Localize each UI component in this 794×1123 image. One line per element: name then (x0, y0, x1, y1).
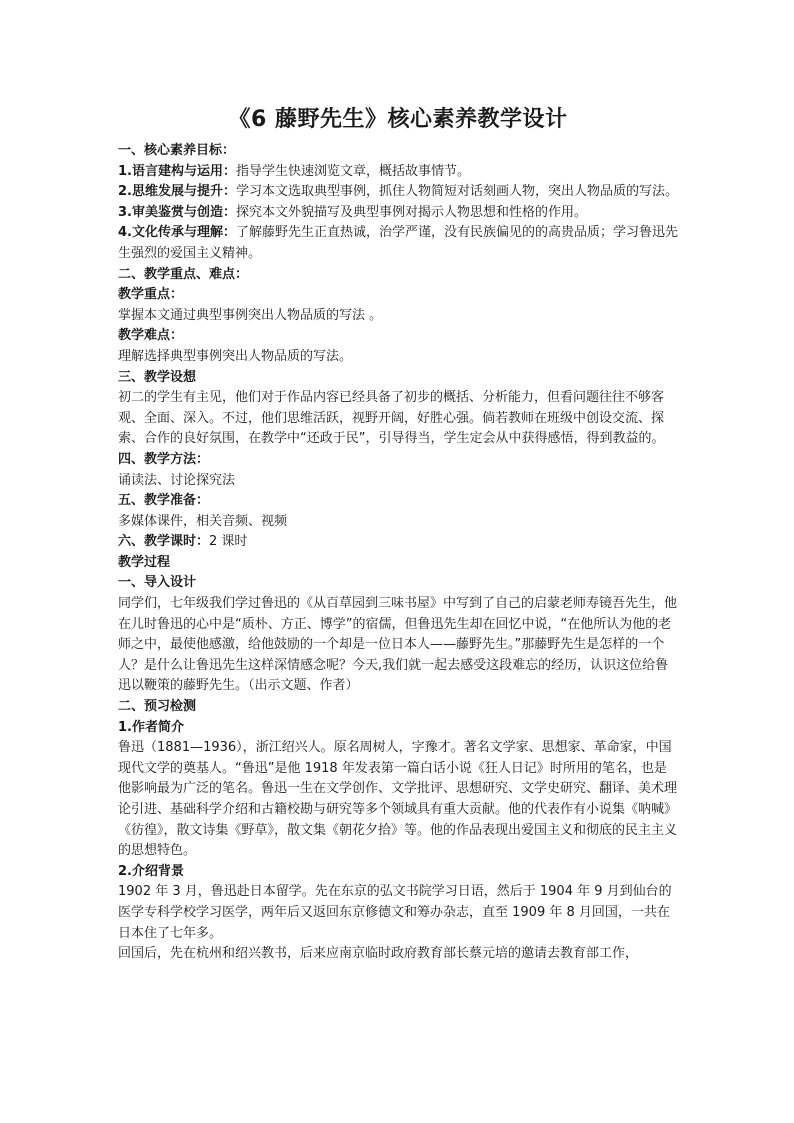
goal-1-text: 指导学生快速浏览文章，概括故事情节。 (235, 163, 470, 179)
goal-4-text: 了解藤野先生正直热诚，治学严谨，没有民族偏见的的高贵品质；学习鲁迅先生强烈的爱国主义精神。 (118, 225, 678, 261)
goal-2 (118, 182, 678, 203)
background-text: 1902 年 3 月，鲁迅赴日本留学。先在东京的弘文书院学习日语，然后于 1904 年 9 月到仙台的医学专科学校学习医学，两年后又返回东京修德文和筹办杂志，直至 1909 年 8 月回国，一共在日本住了七年多。 (118, 884, 672, 941)
idea-text: 初二的学生有主见，他们对于作品内容已经具备了初步的概括、分析能力，但看问题往往不够客观、全面、深入。不过，他们思维活跃，视野开阔，好胜心强。倘若教师在班级中创设交流、探索、合作的良好氛围，在教学中“还政于民”，引导得当，学生定会从中获得感悟，得到教益的。 (118, 390, 665, 447)
goal-4 (118, 223, 678, 264)
goal-4-label: 4.文化传承与理解： (118, 225, 236, 241)
goal-2-label: 2.思维发展与提升： (118, 184, 236, 200)
goal-3-label: 3.审美鉴赏与创造： (118, 204, 236, 220)
intro-heading: 一、导入设计 (118, 575, 197, 591)
hours-label: 六、教学课时： (118, 534, 210, 550)
goal-1 (118, 162, 678, 183)
section-heading-idea: 三、教学设想 (118, 369, 197, 385)
goal-3-text: 探究本文外貌描写及典型事例对揭示人物思想和性格的作用。 (235, 204, 587, 220)
preview-heading: 二、预习检测 (118, 699, 197, 715)
difficulty-text: 理解选择典型事例突出人物品质的写法。 (118, 348, 353, 364)
goal-2-text: 学习本文选取典型事例，抓住人物简短对话刻画人物，突出人物品质的写法。 (235, 184, 678, 200)
focus-label: 教学重点： (118, 287, 184, 303)
intro-text: 同学们，七年级我们学过鲁迅的《从百草园到三味书屋》中写到了自己的启蒙老师寿镜吾先生，他在儿时鲁迅的心中是“质朴、方正、博学”的宿儒，但鲁迅先生却在回忆中说，“在他所认为他的老师之中，最使他感激，给他鼓励的一个却是一位日本人——藤野先生。”那藤野先生是怎样的一个人？是什么让鲁迅先生这样深情感念呢？今天,我们就一起去感受这段难忘的经历，认识这位给鲁迅以鞭策的藤野先生。（出示文题、作者） (118, 596, 678, 694)
hours-line (118, 532, 678, 553)
goal-3 (118, 203, 678, 224)
section-heading-focus: 二、教学重点、难点： (118, 266, 249, 282)
section-heading-method: 四、教学方法： (118, 451, 210, 467)
author-text: 鲁迅（1881—1936），浙江绍兴人。原名周树人，字豫才。著名文学家、思想家、革命家，中国现代文学的奠基人。“鲁迅”是他 1918 年发表第一篇白话小说《狂人日记》时所用的笔名，也是他影响最为广泛的笔名。鲁迅一生在文学创作、文学批评、思想研究、文学史研究、翻译、美术理论引进、基础科学介绍和古籍校勘与研究等多个领域具有重大贡献。他的代表作有小说集《呐喊》《彷徨》，散文诗集《野草》，散文集《朝花夕拾》等。他的作品表现出爱国主义和彻底的民主主义的思想特色。 (118, 740, 678, 859)
focus-text: 掌握本文通过典型事例突出人物品质的写法 。 (118, 307, 383, 323)
difficulty-label: 教学难点： (118, 328, 184, 344)
goal-1-label: 1.语言建构与运用： (118, 163, 236, 179)
document-title: 《6 藤野先生》核心素养教学设计 (228, 107, 568, 132)
document-page (118, 103, 678, 965)
background-heading: 2.介绍背景 (118, 863, 184, 879)
process-heading: 教学过程 (118, 554, 171, 570)
prep-text: 多媒体课件，相关音频、视频 (118, 513, 288, 529)
hours-text: 2 课时 (209, 534, 248, 550)
section-heading-prep: 五、教学准备： (118, 493, 210, 509)
section-heading-goals: 一、核心素养目标： (118, 143, 236, 158)
author-heading: 1.作者简介 (118, 719, 184, 735)
background-text-2: 回国后，先在杭州和绍兴教书，后来应南京临时政府教育部长蔡元培的邀请去教育部工作， (118, 946, 639, 962)
method-text: 诵读法、讨论探究法 (118, 472, 236, 488)
